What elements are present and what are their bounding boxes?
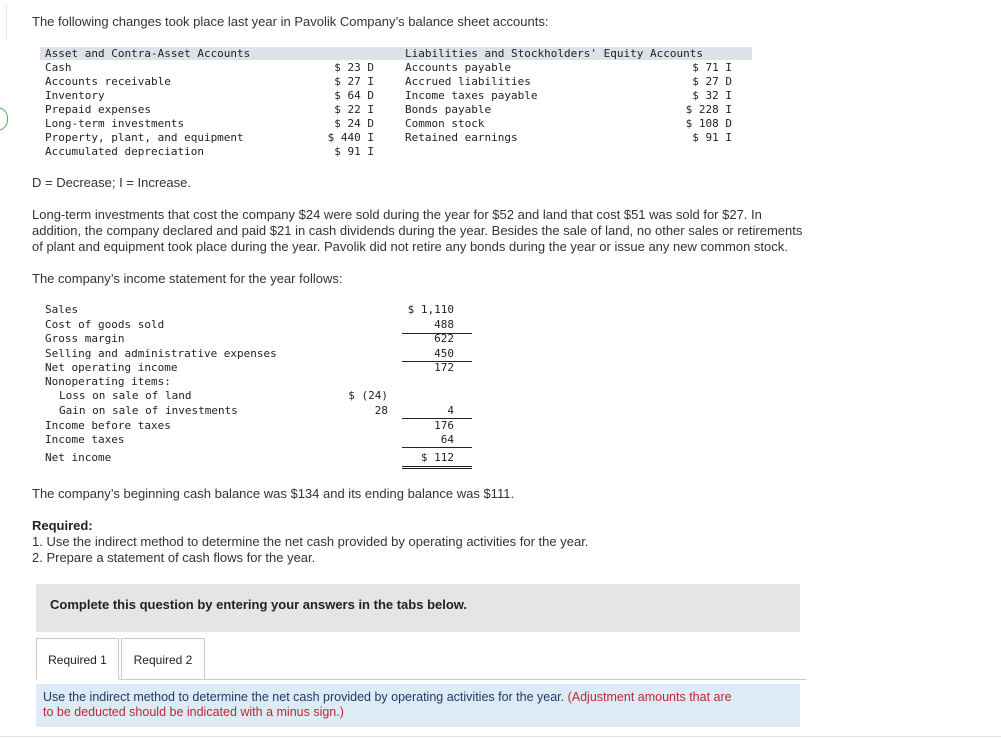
- left-row-value: $ 23 D: [334, 61, 374, 74]
- left-row-value: $ 24 D: [334, 117, 374, 130]
- income-row-label: Gross margin: [45, 332, 125, 345]
- total-rule: [402, 447, 472, 448]
- left-row-value: $ 27 I: [334, 75, 374, 88]
- double-rule-bottom: [402, 468, 472, 469]
- income-row-label: Nonoperating items:: [45, 375, 171, 388]
- income-statement-table: [40, 302, 480, 472]
- income-row-col2: 64: [440, 433, 454, 446]
- income-row-label: Income before taxes: [45, 419, 171, 432]
- banner-text: Complete this question by entering your answers in the tabs below.: [50, 597, 468, 612]
- left-header: Asset and Contra-Asset Accounts: [45, 47, 251, 60]
- left-row-value: $ 64 D: [334, 89, 374, 102]
- instruction-note-line2: to be deducted should be indicated with a minus sign.): [43, 705, 344, 719]
- income-row-col1: $ (24): [348, 389, 388, 402]
- right-row-label: Bonds payable: [405, 103, 492, 116]
- income-row-col2: 4: [447, 404, 454, 417]
- income-row-col2: $ 112: [420, 451, 454, 464]
- left-row-label: Long-term investments: [45, 117, 185, 130]
- income-row-col2: 176: [434, 419, 454, 432]
- tab-instruction-box: [36, 684, 800, 727]
- income-row-col2: $ 1,110: [407, 303, 454, 316]
- income-row-label: Selling and administrative expenses: [45, 347, 277, 360]
- income-row-label: Net income: [45, 451, 112, 464]
- right-row-value: $ 27 D: [692, 75, 732, 88]
- instruction-main: Use the indirect method to determine the net cash provided by operating activities for the year.: [43, 690, 565, 704]
- left-row-label: Cash: [45, 61, 72, 74]
- income-row-label: Cost of goods sold: [45, 318, 165, 331]
- paragraph-line: addition, the company declared and paid $21 in cash dividends during the year. Besides the sale of land, no other sales or retirements: [32, 223, 803, 238]
- intro-text: The following changes took place last year in Pavolik Company’s balance sheet accounts:: [32, 14, 549, 29]
- page-edge-top: [0, 4, 7, 40]
- required-heading: Required:: [32, 518, 93, 533]
- cash-note-text: The company’s beginning cash balance was $134 and its ending balance was $111.: [32, 486, 515, 501]
- paragraph-line: Long-term investments that cost the company $24 were sold during the year for $52 and land that cost $51 was sold for $27. In: [32, 207, 762, 222]
- left-row-value: $ 440 I: [327, 131, 374, 144]
- income-row-label: Net operating income: [45, 361, 178, 374]
- income-row-col2: 172: [434, 361, 454, 374]
- right-row-value: $ 32 I: [692, 89, 732, 102]
- page-divider: [0, 736, 1001, 737]
- right-row-value: $ 71 I: [692, 61, 732, 74]
- tab-required-1[interactable]: [36, 638, 119, 680]
- income-row-label: Income taxes: [45, 433, 125, 446]
- progress-marker-icon: [0, 107, 8, 131]
- right-row-value: $ 228 I: [685, 103, 732, 116]
- left-row-value: $ 22 I: [334, 103, 374, 116]
- right-header: Liabilities and Stockholders' Equity Accounts: [405, 47, 704, 60]
- income-row-col2: 622: [434, 332, 454, 345]
- income-row-label: Loss on sale of land: [59, 389, 192, 402]
- tab-label: Required 2: [133, 653, 193, 667]
- required-item: 1. Use the indirect method to determine the net cash provided by operating activities for the year.: [32, 534, 589, 549]
- income-row-col2: 488: [434, 318, 454, 331]
- income-row-col2: 450: [434, 347, 454, 360]
- tab-label: Required 1: [48, 653, 107, 667]
- income-row-label: Gain on sale of investments: [59, 404, 238, 417]
- left-row-label: Accounts receivable: [45, 75, 171, 88]
- right-row-label: Accounts payable: [405, 61, 511, 74]
- instructions-banner: [36, 584, 800, 632]
- left-row-label: Prepaid expenses: [45, 103, 151, 116]
- income-row-label: Sales: [45, 303, 79, 316]
- required-item: 2. Prepare a statement of cash flows for the year.: [32, 550, 316, 565]
- right-row-value: $ 91 I: [692, 131, 732, 144]
- instruction-note-line1: (Adjustment amounts that are: [567, 690, 732, 704]
- income-row-col1: 28: [374, 404, 388, 417]
- legend-text: D = Decrease; I = Increase.: [32, 175, 191, 190]
- tab-required-2[interactable]: [121, 638, 205, 680]
- right-row-label: Common stock: [405, 117, 485, 130]
- instruction-text: [43, 690, 732, 720]
- left-row-label: Property, plant, and equipment: [45, 131, 244, 144]
- left-row-label: Inventory: [45, 89, 105, 102]
- double-rule-top: [402, 466, 472, 467]
- right-row-label: Retained earnings: [405, 131, 518, 144]
- right-row-label: Accrued liabilities: [405, 75, 531, 88]
- paragraph-line: of plant and equipment took place during the year. Pavolik did not retire any bonds during the year or issue any new common stock.: [32, 239, 788, 254]
- left-row-value: $ 91 I: [334, 145, 374, 158]
- right-row-label: Income taxes payable: [405, 89, 538, 102]
- income-intro-text: The company’s income statement for the year follows:: [32, 271, 343, 286]
- left-row-label: Accumulated depreciation: [45, 145, 204, 158]
- right-row-value: $ 108 D: [685, 117, 732, 130]
